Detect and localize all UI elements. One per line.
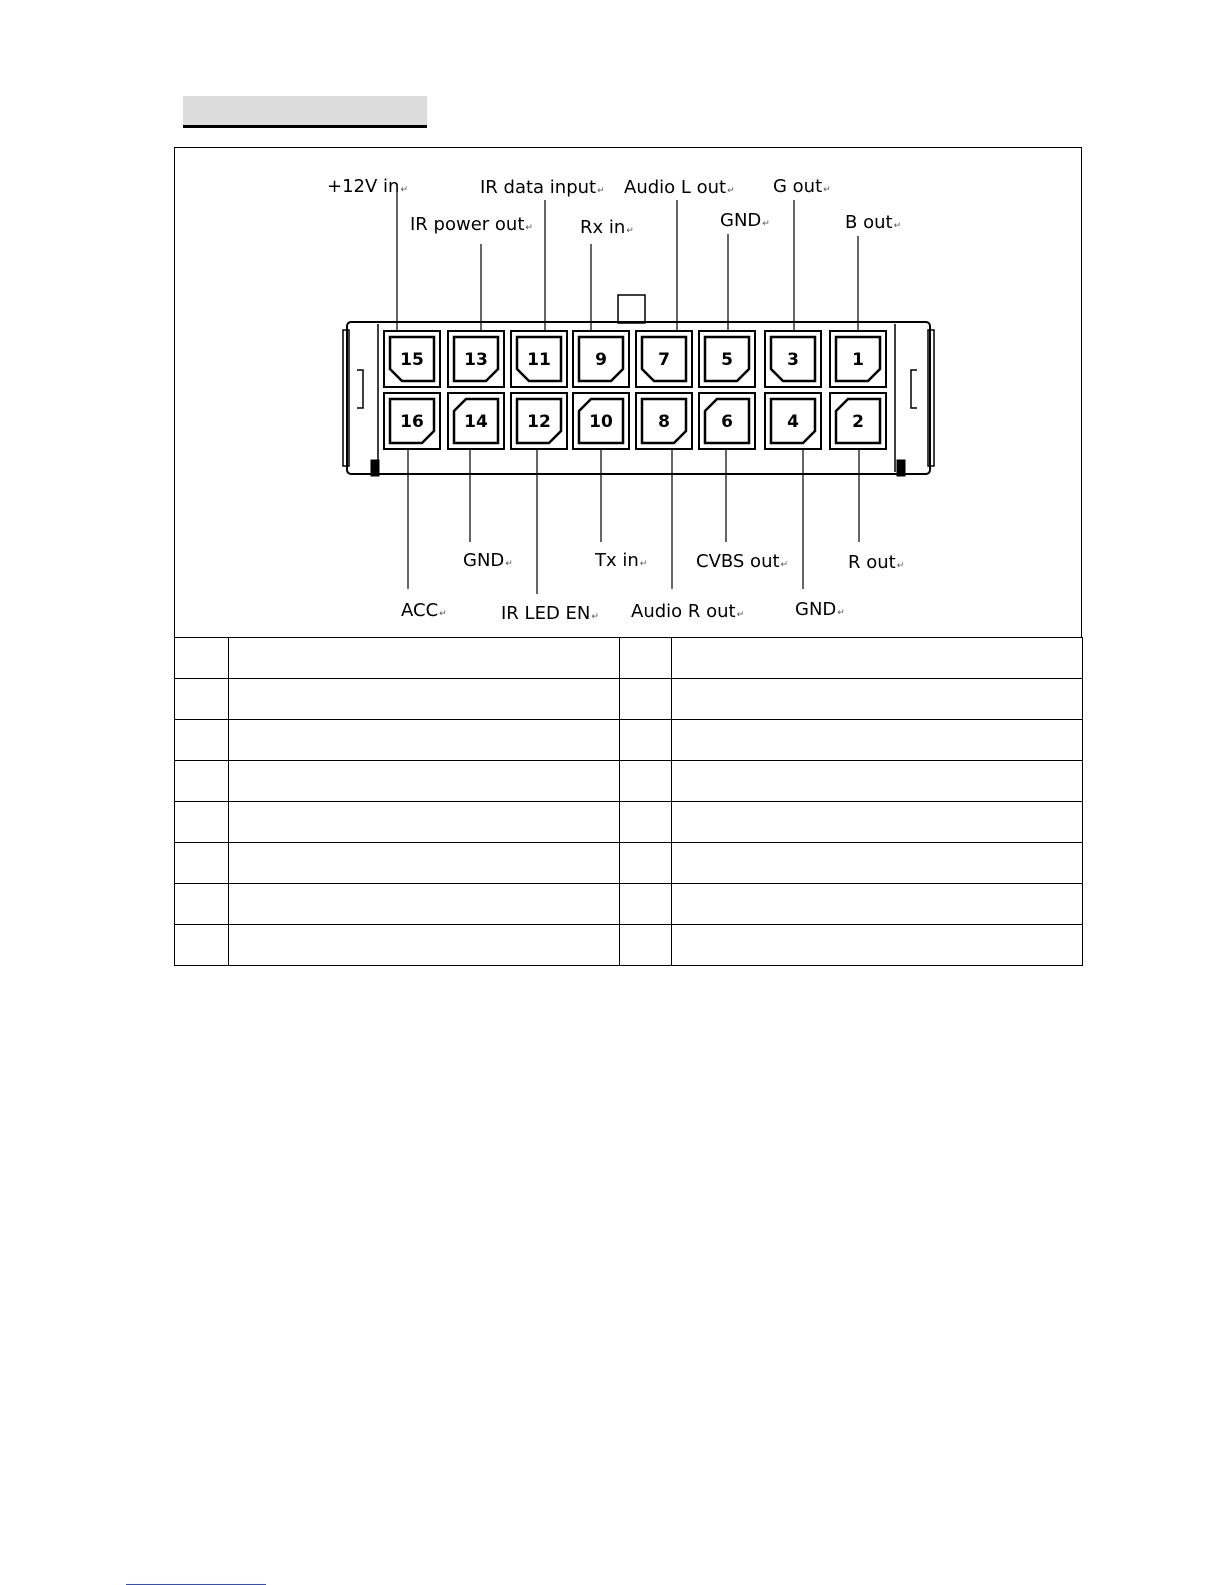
pin-label: B out↵	[845, 212, 902, 233]
connector-pin	[765, 393, 821, 449]
pin-label: GND↵	[795, 599, 845, 620]
table-row	[175, 843, 1083, 884]
pin-label: IR data input↵	[480, 177, 605, 198]
connector-pin	[573, 393, 629, 449]
table-row	[175, 638, 1083, 679]
table-cell	[672, 925, 1083, 966]
pin-label: CVBS out↵	[696, 551, 789, 572]
pin-label: R out↵	[848, 552, 905, 573]
pin-label: Tx in↵	[595, 550, 648, 571]
pin-number: 8	[658, 412, 670, 432]
return-mark: ↵	[591, 612, 599, 622]
pin-number: 11	[527, 350, 551, 370]
return-mark: ↵	[780, 560, 789, 570]
table-cell	[672, 884, 1083, 925]
pin-label: +12V in↵	[327, 176, 408, 197]
pin-label: IR LED EN↵	[501, 603, 599, 624]
table-cell	[620, 802, 672, 843]
pin-number: 9	[595, 350, 607, 370]
table-cell	[672, 802, 1083, 843]
table-cell	[175, 679, 229, 720]
pin-callout	[696, 449, 788, 572]
table-cell	[620, 925, 672, 966]
connector-pin	[573, 331, 629, 387]
table-cell	[620, 843, 672, 884]
return-mark: ↵	[525, 223, 533, 233]
table-cell	[175, 802, 229, 843]
connector-pins	[384, 331, 886, 449]
connector-pin	[830, 331, 886, 387]
connector-diagram	[174, 147, 1082, 637]
pin-number: 10	[589, 412, 613, 432]
connector-pin	[448, 393, 504, 449]
section-header	[183, 96, 427, 128]
return-mark: ↵	[762, 219, 770, 229]
pin-callout	[327, 176, 408, 331]
table-cell	[672, 843, 1083, 884]
pin-number: 16	[400, 412, 424, 432]
connector-pin	[765, 331, 821, 387]
connector-pin	[384, 393, 440, 449]
table-cell	[620, 638, 672, 679]
table-cell	[175, 761, 229, 802]
table-row	[175, 679, 1083, 720]
connector-pin	[699, 393, 755, 449]
return-mark: ↵	[893, 221, 902, 231]
table-cell	[175, 843, 229, 884]
pin-callout	[848, 449, 904, 573]
pin-assignment-table	[174, 637, 1083, 966]
table-cell	[229, 720, 620, 761]
connector-pin	[448, 331, 504, 387]
connector-pin	[636, 331, 692, 387]
pin-callout	[480, 177, 605, 331]
return-mark: ↵	[736, 610, 745, 620]
pin-table-body	[175, 638, 1083, 966]
pin-number: 6	[721, 412, 733, 432]
pin-number: 13	[464, 350, 488, 370]
return-mark: ↵	[837, 608, 845, 618]
connector-svg	[175, 148, 1083, 638]
pin-callout	[410, 214, 533, 331]
table-cell	[175, 638, 229, 679]
table-cell	[229, 802, 620, 843]
table-cell	[229, 638, 620, 679]
pin-label: GND↵	[463, 550, 513, 571]
connector-pin	[830, 393, 886, 449]
pin-number: 2	[852, 412, 864, 432]
connector-pin	[636, 393, 692, 449]
pin-label: Audio L out↵	[624, 177, 735, 198]
table-cell	[229, 843, 620, 884]
pin-number: 4	[787, 412, 799, 432]
table-cell	[620, 679, 672, 720]
return-mark: ↵	[823, 185, 831, 195]
table-cell	[672, 679, 1083, 720]
pin-callout	[463, 449, 513, 571]
pin-callout	[720, 210, 770, 331]
connector-pin	[384, 331, 440, 387]
pin-number: 14	[464, 412, 488, 432]
pin-number: 5	[721, 350, 733, 370]
table-cell	[672, 720, 1083, 761]
return-mark: ↵	[639, 559, 648, 569]
pin-label: GND↵	[720, 210, 770, 231]
pin-number: 7	[658, 350, 670, 370]
table-row	[175, 925, 1083, 966]
table-row	[175, 802, 1083, 843]
return-mark: ↵	[727, 186, 735, 196]
table-cell	[672, 638, 1083, 679]
table-cell	[229, 679, 620, 720]
connector-pin	[699, 331, 755, 387]
pin-number: 12	[527, 412, 551, 432]
table-cell	[229, 884, 620, 925]
pin-label: Audio R out↵	[631, 601, 745, 622]
table-cell	[620, 761, 672, 802]
return-mark: ↵	[626, 226, 634, 236]
table-cell	[175, 720, 229, 761]
pin-number: 1	[852, 350, 864, 370]
pin-callout	[594, 449, 647, 571]
table-cell	[175, 884, 229, 925]
pin-callout	[845, 212, 901, 331]
return-mark: ↵	[896, 561, 905, 571]
table-cell	[620, 884, 672, 925]
pin-label: G out↵	[773, 176, 831, 197]
pin-label: IR power out↵	[410, 214, 533, 235]
table-row	[175, 761, 1083, 802]
return-mark: ↵	[505, 559, 513, 569]
table-row	[175, 720, 1083, 761]
connector-pin	[511, 331, 567, 387]
return-mark: ↵	[400, 185, 408, 195]
pin-label: ACC↵	[401, 600, 447, 621]
table-cell	[672, 761, 1083, 802]
pin-callout	[624, 177, 735, 331]
return-mark: ↵	[597, 186, 605, 196]
pin-callout	[501, 449, 599, 624]
return-mark: ↵	[439, 609, 447, 619]
connector-pin	[511, 393, 567, 449]
table-cell	[229, 761, 620, 802]
pin-callout	[773, 176, 831, 331]
table-cell	[229, 925, 620, 966]
pin-number: 15	[400, 350, 424, 370]
table-cell	[620, 720, 672, 761]
pin-label: Rx in↵	[580, 217, 634, 238]
table-cell	[175, 925, 229, 966]
pin-callout	[580, 217, 634, 331]
table-row	[175, 884, 1083, 925]
pin-number: 3	[787, 350, 799, 370]
